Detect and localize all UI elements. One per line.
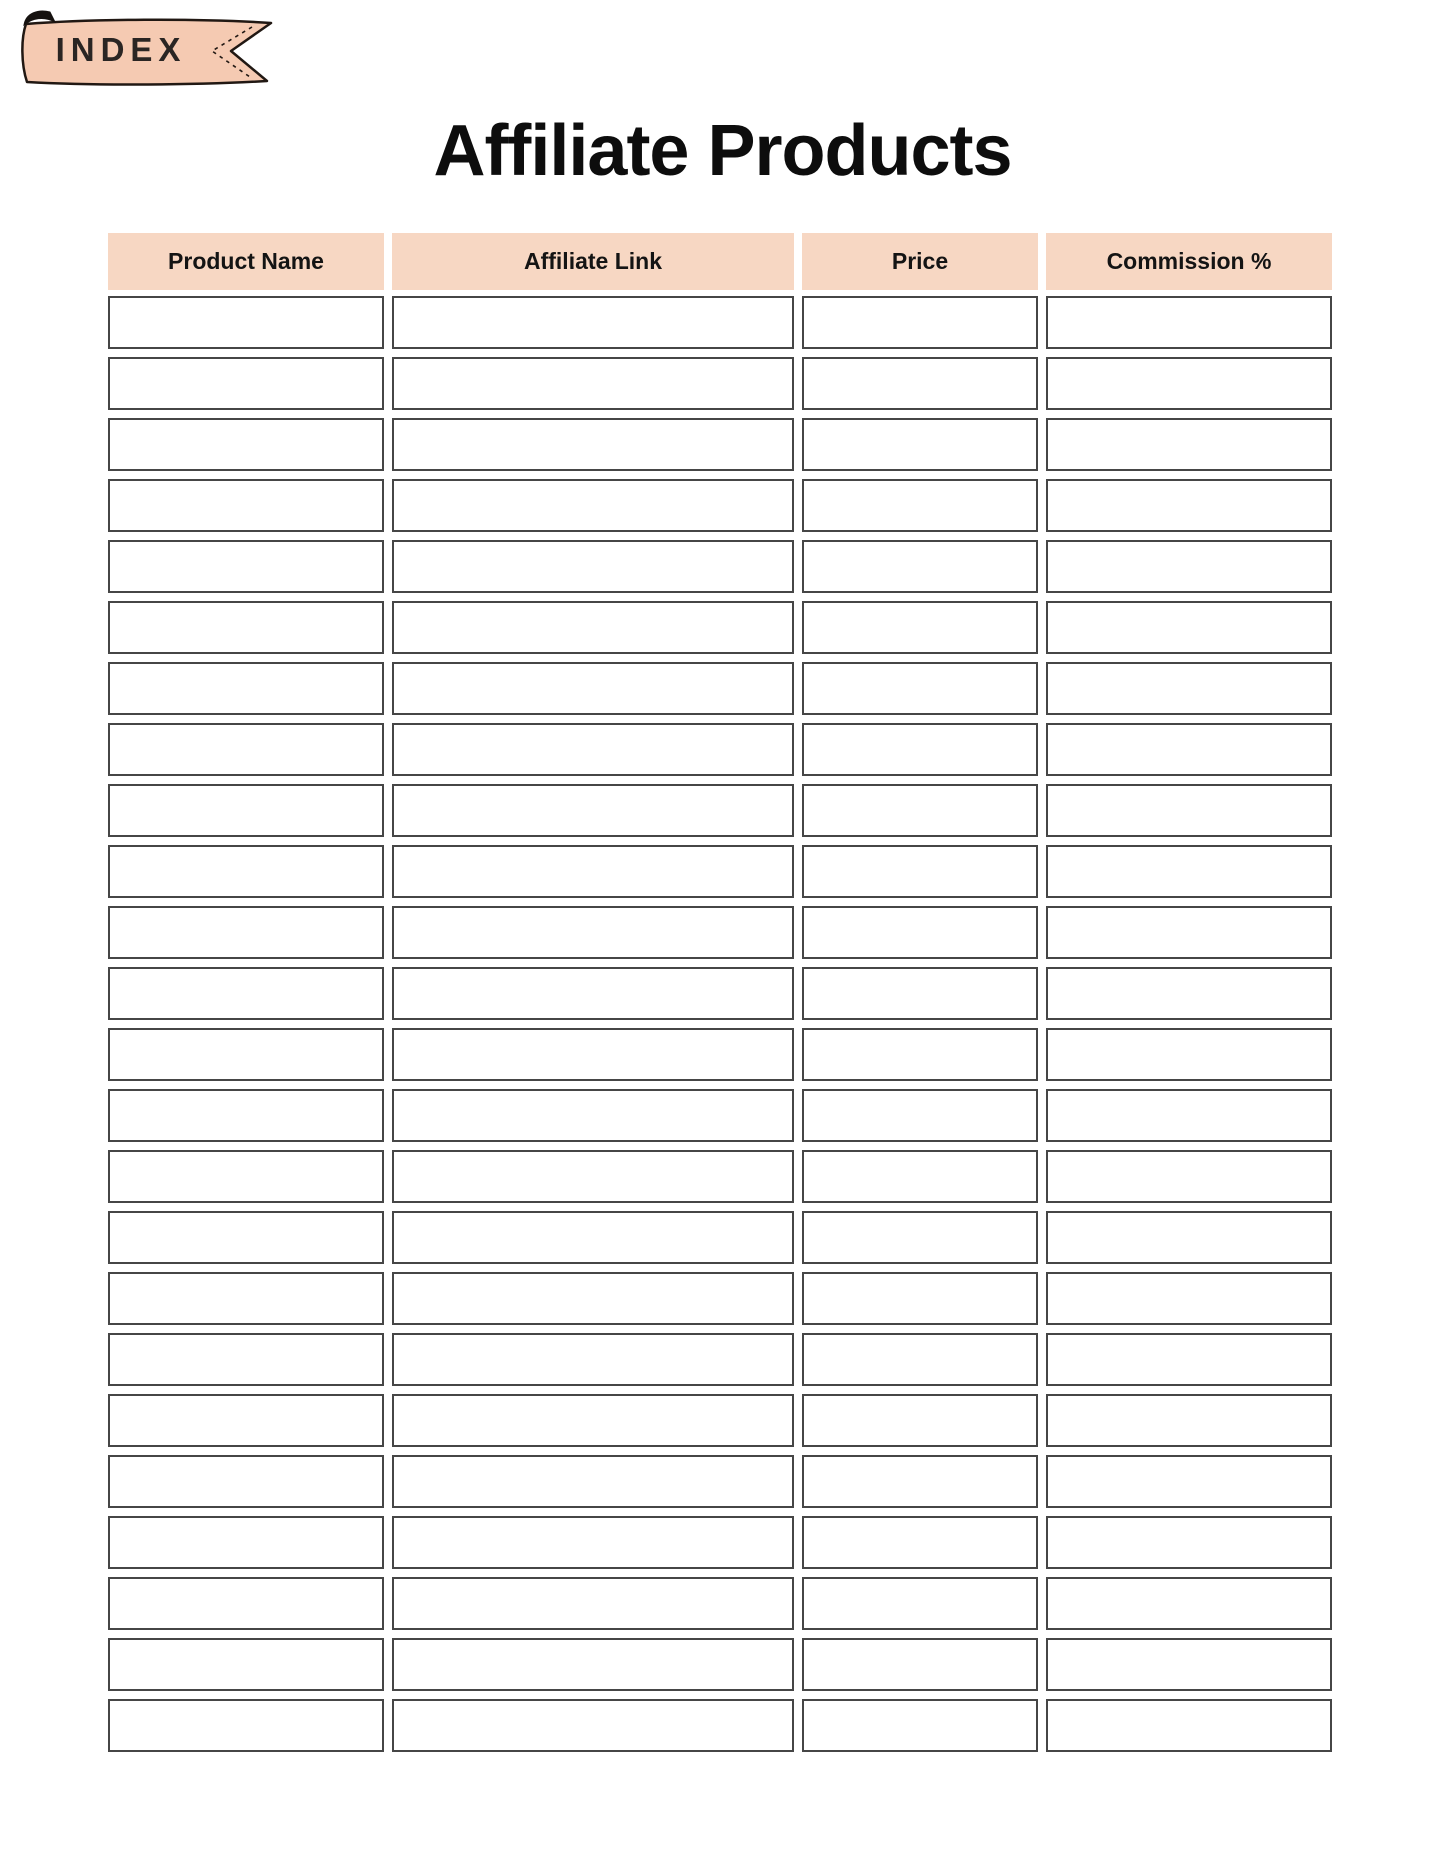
row-23-cell-price[interactable]	[802, 1638, 1038, 1691]
row-9-cell-product-name[interactable]	[108, 784, 384, 837]
row-6-cell-commission-pct[interactable]	[1046, 601, 1332, 654]
row-13-cell-commission-pct[interactable]	[1046, 1028, 1332, 1081]
row-16-cell-affiliate-link[interactable]	[392, 1211, 794, 1264]
row-22-cell-price[interactable]	[802, 1577, 1038, 1630]
row-4-cell-affiliate-link[interactable]	[392, 479, 794, 532]
row-17-cell-commission-pct[interactable]	[1046, 1272, 1332, 1325]
row-9-cell-affiliate-link[interactable]	[392, 784, 794, 837]
row-23-cell-commission-pct[interactable]	[1046, 1638, 1332, 1691]
row-2-cell-price[interactable]	[802, 357, 1038, 410]
row-18-cell-affiliate-link[interactable]	[392, 1333, 794, 1386]
row-2-cell-commission-pct[interactable]	[1046, 357, 1332, 410]
row-11-cell-commission-pct[interactable]	[1046, 906, 1332, 959]
column-header-commission-pct: Commission %	[1046, 233, 1332, 290]
row-9-cell-commission-pct[interactable]	[1046, 784, 1332, 837]
row-21-cell-product-name[interactable]	[108, 1516, 384, 1569]
row-6-cell-affiliate-link[interactable]	[392, 601, 794, 654]
row-13-cell-price[interactable]	[802, 1028, 1038, 1081]
row-17-cell-product-name[interactable]	[108, 1272, 384, 1325]
index-ribbon-graphic	[18, 8, 274, 88]
row-14-cell-affiliate-link[interactable]	[392, 1089, 794, 1142]
row-18-cell-product-name[interactable]	[108, 1333, 384, 1386]
row-15-cell-affiliate-link[interactable]	[392, 1150, 794, 1203]
row-3-cell-price[interactable]	[802, 418, 1038, 471]
column-header-price: Price	[802, 233, 1038, 290]
row-14-cell-commission-pct[interactable]	[1046, 1089, 1332, 1142]
row-12-cell-product-name[interactable]	[108, 967, 384, 1020]
row-24-cell-price[interactable]	[802, 1699, 1038, 1752]
row-21-cell-price[interactable]	[802, 1516, 1038, 1569]
row-7-cell-price[interactable]	[802, 662, 1038, 715]
row-17-cell-affiliate-link[interactable]	[392, 1272, 794, 1325]
row-2-cell-product-name[interactable]	[108, 357, 384, 410]
row-13-cell-product-name[interactable]	[108, 1028, 384, 1081]
row-11-cell-affiliate-link[interactable]	[392, 906, 794, 959]
row-6-cell-price[interactable]	[802, 601, 1038, 654]
row-12-cell-price[interactable]	[802, 967, 1038, 1020]
row-19-cell-product-name[interactable]	[108, 1394, 384, 1447]
row-16-cell-price[interactable]	[802, 1211, 1038, 1264]
row-3-cell-commission-pct[interactable]	[1046, 418, 1332, 471]
row-4-cell-product-name[interactable]	[108, 479, 384, 532]
row-11-cell-price[interactable]	[802, 906, 1038, 959]
row-14-cell-price[interactable]	[802, 1089, 1038, 1142]
row-1-cell-commission-pct[interactable]	[1046, 296, 1332, 349]
row-16-cell-commission-pct[interactable]	[1046, 1211, 1332, 1264]
row-10-cell-product-name[interactable]	[108, 845, 384, 898]
row-11-cell-product-name[interactable]	[108, 906, 384, 959]
row-1-cell-product-name[interactable]	[108, 296, 384, 349]
page-title: Affiliate Products	[433, 111, 1012, 191]
row-12-cell-affiliate-link[interactable]	[392, 967, 794, 1020]
row-14-cell-product-name[interactable]	[108, 1089, 384, 1142]
row-13-cell-affiliate-link[interactable]	[392, 1028, 794, 1081]
table-body	[108, 296, 1332, 1752]
row-10-cell-commission-pct[interactable]	[1046, 845, 1332, 898]
row-3-cell-product-name[interactable]	[108, 418, 384, 471]
row-8-cell-affiliate-link[interactable]	[392, 723, 794, 776]
row-10-cell-affiliate-link[interactable]	[392, 845, 794, 898]
row-20-cell-product-name[interactable]	[108, 1455, 384, 1508]
row-24-cell-affiliate-link[interactable]	[392, 1699, 794, 1752]
row-24-cell-commission-pct[interactable]	[1046, 1699, 1332, 1752]
row-22-cell-commission-pct[interactable]	[1046, 1577, 1332, 1630]
row-15-cell-product-name[interactable]	[108, 1150, 384, 1203]
row-1-cell-price[interactable]	[802, 296, 1038, 349]
row-8-cell-commission-pct[interactable]	[1046, 723, 1332, 776]
row-7-cell-commission-pct[interactable]	[1046, 662, 1332, 715]
column-header-product-name: Product Name	[108, 233, 384, 290]
row-15-cell-price[interactable]	[802, 1150, 1038, 1203]
row-6-cell-product-name[interactable]	[108, 601, 384, 654]
row-7-cell-affiliate-link[interactable]	[392, 662, 794, 715]
row-5-cell-product-name[interactable]	[108, 540, 384, 593]
row-18-cell-price[interactable]	[802, 1333, 1038, 1386]
row-9-cell-price[interactable]	[802, 784, 1038, 837]
row-15-cell-commission-pct[interactable]	[1046, 1150, 1332, 1203]
row-5-cell-commission-pct[interactable]	[1046, 540, 1332, 593]
row-21-cell-commission-pct[interactable]	[1046, 1516, 1332, 1569]
row-5-cell-affiliate-link[interactable]	[392, 540, 794, 593]
row-8-cell-price[interactable]	[802, 723, 1038, 776]
column-header-affiliate-link: Affiliate Link	[392, 233, 794, 290]
row-23-cell-affiliate-link[interactable]	[392, 1638, 794, 1691]
row-20-cell-price[interactable]	[802, 1455, 1038, 1508]
row-8-cell-product-name[interactable]	[108, 723, 384, 776]
row-19-cell-commission-pct[interactable]	[1046, 1394, 1332, 1447]
row-12-cell-commission-pct[interactable]	[1046, 967, 1332, 1020]
row-20-cell-commission-pct[interactable]	[1046, 1455, 1332, 1508]
index-ribbon-label: INDEX	[55, 31, 187, 68]
table-header-row	[108, 233, 1332, 290]
row-7-cell-product-name[interactable]	[108, 662, 384, 715]
row-10-cell-price[interactable]	[802, 845, 1038, 898]
row-4-cell-price[interactable]	[802, 479, 1038, 532]
row-24-cell-product-name[interactable]	[108, 1699, 384, 1752]
row-21-cell-affiliate-link[interactable]	[392, 1516, 794, 1569]
row-22-cell-affiliate-link[interactable]	[392, 1577, 794, 1630]
row-19-cell-affiliate-link[interactable]	[392, 1394, 794, 1447]
row-1-cell-affiliate-link[interactable]	[392, 296, 794, 349]
row-22-cell-product-name[interactable]	[108, 1577, 384, 1630]
row-2-cell-affiliate-link[interactable]	[392, 357, 794, 410]
row-3-cell-affiliate-link[interactable]	[392, 418, 794, 471]
row-4-cell-commission-pct[interactable]	[1046, 479, 1332, 532]
row-17-cell-price[interactable]	[802, 1272, 1038, 1325]
row-16-cell-product-name[interactable]	[108, 1211, 384, 1264]
index-ribbon[interactable]	[18, 8, 274, 88]
row-20-cell-affiliate-link[interactable]	[392, 1455, 794, 1508]
row-18-cell-commission-pct[interactable]	[1046, 1333, 1332, 1386]
row-5-cell-price[interactable]	[802, 540, 1038, 593]
row-23-cell-product-name[interactable]	[108, 1638, 384, 1691]
row-19-cell-price[interactable]	[802, 1394, 1038, 1447]
